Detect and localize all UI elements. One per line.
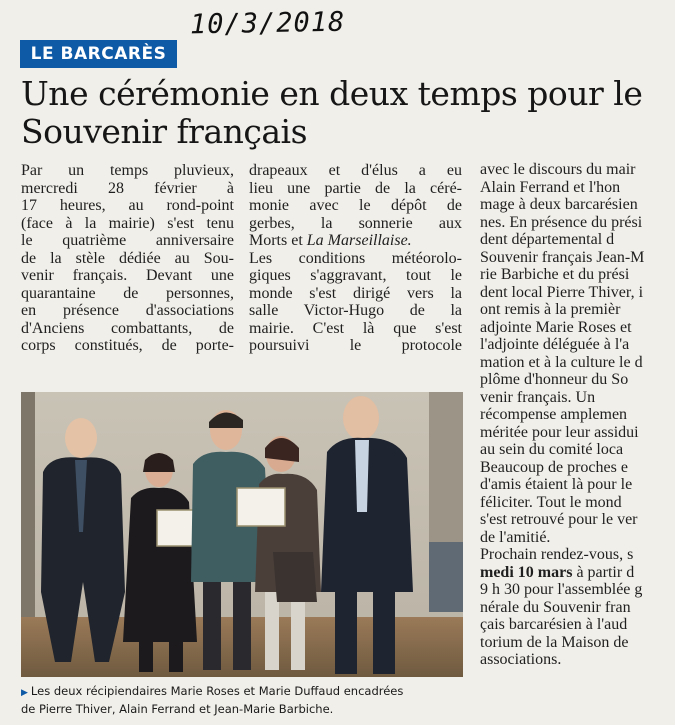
text-line: mage à deux barcarésien (480, 196, 638, 213)
text-line: d'Anciens combattants, de (21, 319, 234, 337)
caption-marker-icon: ▶ (21, 688, 28, 698)
handwritten-date: 10/3/2018 (189, 6, 346, 41)
text-line: çais barcarésien à l'aud (480, 616, 628, 633)
text-line: l'adjointe déléguée à l'a (480, 336, 630, 353)
text-line: poursuivi le protocole (249, 337, 462, 354)
song-title: La Marseillaise. (306, 232, 412, 249)
text-line: dent départemental d (480, 231, 615, 248)
text-line: torium de la Maison de (480, 633, 629, 651)
text-line: gerbes, la sonnerie aux (249, 214, 462, 232)
article-column-3 (480, 161, 675, 669)
text-fragment: à partir d (572, 563, 635, 581)
text-fragment: Morts et (249, 232, 303, 249)
text-line: ont remis à la premièr (480, 301, 621, 318)
text-line: Par un temps pluvieux, (21, 162, 234, 179)
text-line: de la stèle dédiée au Sou- (21, 249, 234, 267)
text-line: corps constitués, de porte- (21, 337, 234, 354)
text-line: Prochain rendez-vous, s (480, 546, 634, 563)
caption-text: Les deux récipiendaires Marie Roses et Marie Duffaud encadrées (30, 684, 404, 698)
ceremony-photo (21, 392, 463, 677)
text-line: Alain Ferrand et l'hon (480, 178, 621, 196)
text-line: s'est retrouvé pour le ver (480, 511, 638, 528)
text-line: au sein du comité loca (480, 441, 624, 458)
text-line: avec le discours du mair (480, 161, 636, 178)
text-line: mation et à la culture le d (480, 353, 643, 371)
text-line: associations. (480, 651, 562, 668)
text-line: rie Barbiche et du prési (480, 266, 630, 283)
text-line: féliciter. Tout le mond (480, 493, 622, 511)
text-line: (face à la mairie) s'est tenu (21, 214, 234, 232)
caption-line: de Pierre Thiver, Alain Ferrand et Jean-Marie Barbiche. (21, 702, 334, 716)
text-line: salle Victor-Hugo de la (249, 302, 462, 319)
text-line: venir français. Devant une (21, 267, 234, 284)
text-line: de l'amitié. (480, 528, 551, 546)
caption-line (21, 683, 469, 701)
text-line: dent local Pierre Thiver, i (480, 283, 644, 301)
text-line: adjointe Marie Roses et (480, 318, 632, 336)
text-line: drapeaux et d'élus a eu (249, 162, 462, 179)
ceremony-photo-illustration (21, 392, 463, 677)
article-column-2 (249, 162, 462, 355)
text-line: mairie. C'est là que s'est (249, 319, 462, 337)
text-line: 17 heures, au rond-point (21, 197, 234, 214)
text-line: nes. En présence du prési (480, 213, 643, 231)
text-line: quarantaine de personnes, (21, 284, 234, 302)
text-line: Les conditions météorolo- (249, 249, 462, 267)
text-line (480, 564, 675, 582)
text-line: mercredi 28 février à (21, 179, 234, 197)
photo-caption (21, 683, 469, 717)
text-line: méritée pour leur assidui (480, 423, 639, 441)
article-column-1 (21, 162, 234, 355)
article-headline: Une cérémonie en deux temps pour le Souvenir français (21, 74, 643, 151)
text-line: en présence d'associations (21, 302, 234, 319)
text-line: monde s'est dirigé vers la (249, 284, 462, 302)
text-line: récompense amplemen (480, 406, 628, 423)
text-line (249, 232, 462, 250)
text-line: giques s'aggravant, tout le (249, 267, 462, 284)
section-tag: LE BARCARÈS (20, 40, 177, 68)
text-line: d'amis étaient là pour le (480, 476, 633, 493)
text-line: venir français. Un (480, 388, 596, 406)
text-line: Beaucoup de proches e (480, 458, 628, 476)
text-line: 9 h 30 pour l'assemblée g (480, 581, 643, 598)
text-line: le quatrième anniversaire (21, 232, 234, 249)
text-line: Souvenir français Jean-M (480, 248, 645, 266)
text-line: monie avec le dépôt de (249, 197, 462, 214)
event-date: medi 10 mars (480, 563, 573, 581)
text-line: plôme d'honneur du So (480, 371, 629, 388)
text-line: lieu une partie de la céré- (249, 179, 462, 197)
text-line: nérale du Souvenir fran (480, 598, 631, 616)
